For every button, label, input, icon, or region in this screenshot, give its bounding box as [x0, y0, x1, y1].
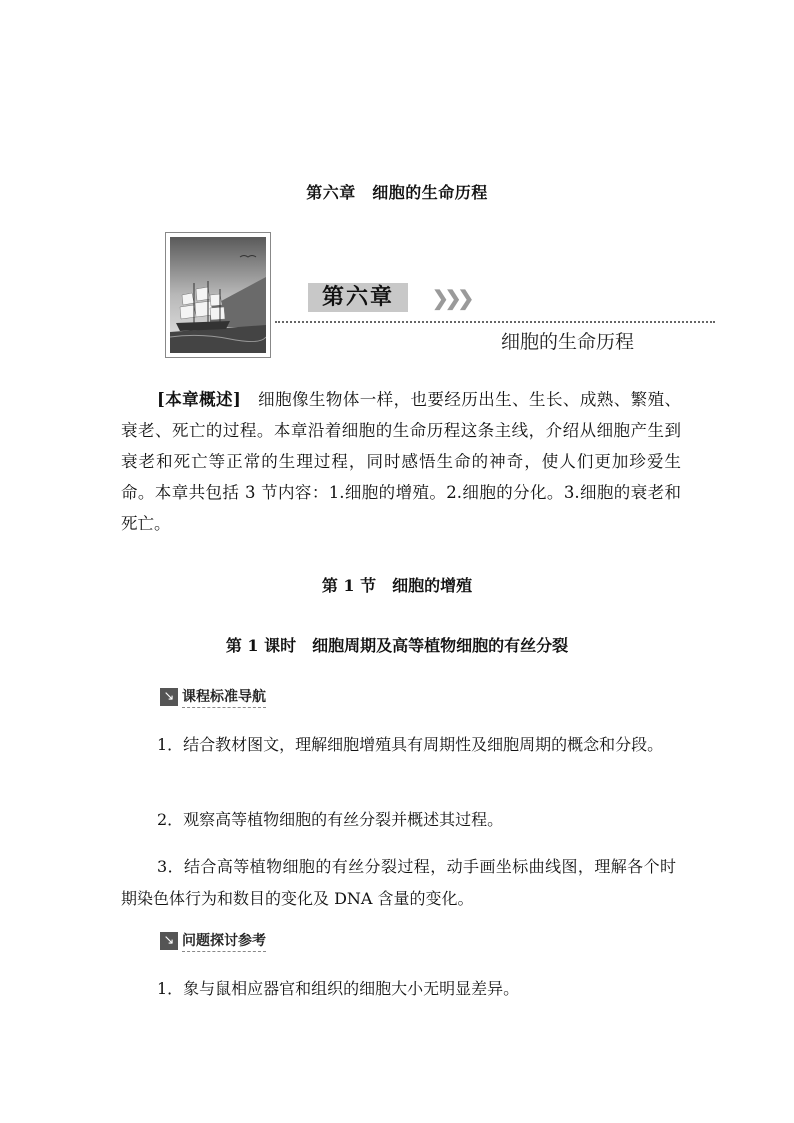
chapter-title: 第六章 细胞的生命历程	[306, 183, 488, 202]
chapter-overview	[121, 384, 681, 539]
overview-label: [本章概述]	[157, 390, 241, 409]
arrow-icon: ↘	[160, 688, 178, 706]
section-title: 第 1 节 细胞的增殖	[321, 576, 473, 595]
guide-item: 1．结合教材图文，理解细胞增殖具有周期性及细胞周期的概念和分段。	[157, 735, 664, 754]
guide-tag-label: 课程标准导航	[182, 686, 266, 708]
dotted-divider	[275, 321, 715, 323]
chevron-arrows-icon: ❯❯❯	[432, 286, 471, 310]
chapter-cover-image	[165, 232, 271, 358]
chapter-subtitle: 细胞的生命历程	[501, 331, 635, 353]
guide-item: 2．观察高等植物细胞的有丝分裂并概述其过程。	[157, 810, 504, 829]
lesson-title: 第 1 课时 细胞周期及高等植物细胞的有丝分裂	[225, 636, 569, 655]
discussion-tag-label: 问题探讨参考	[182, 930, 266, 952]
discussion-tag	[160, 930, 266, 952]
discussion-item: 1．象与鼠相应器官和组织的细胞大小无明显差异。	[157, 979, 520, 998]
guide-item: 3．结合高等植物细胞的有丝分裂过程，动手画坐标曲线图，理解各个时期染色体行为和数目的变化及 DNA 含量的变化。	[121, 857, 676, 908]
overview-text: 细胞像生物体一样，也要经历出生、生长、成熟、繁殖、衰老、死亡的过程。本章沿着细胞的生命历程这条主线，介绍从细胞产生到衰老和死亡等正常的生理过程，同时感悟生命的神奇，使人们更加珍爱生命。本章共包括 3 节内容：1.细胞的增殖。2.细胞的分化。3.细胞的衰老和死亡。	[121, 390, 682, 533]
arrow-icon: ↘	[160, 932, 178, 950]
chapter-badge: 第六章	[308, 283, 408, 312]
guide-tag	[160, 686, 266, 708]
sailing-ship-illustration	[170, 237, 266, 353]
